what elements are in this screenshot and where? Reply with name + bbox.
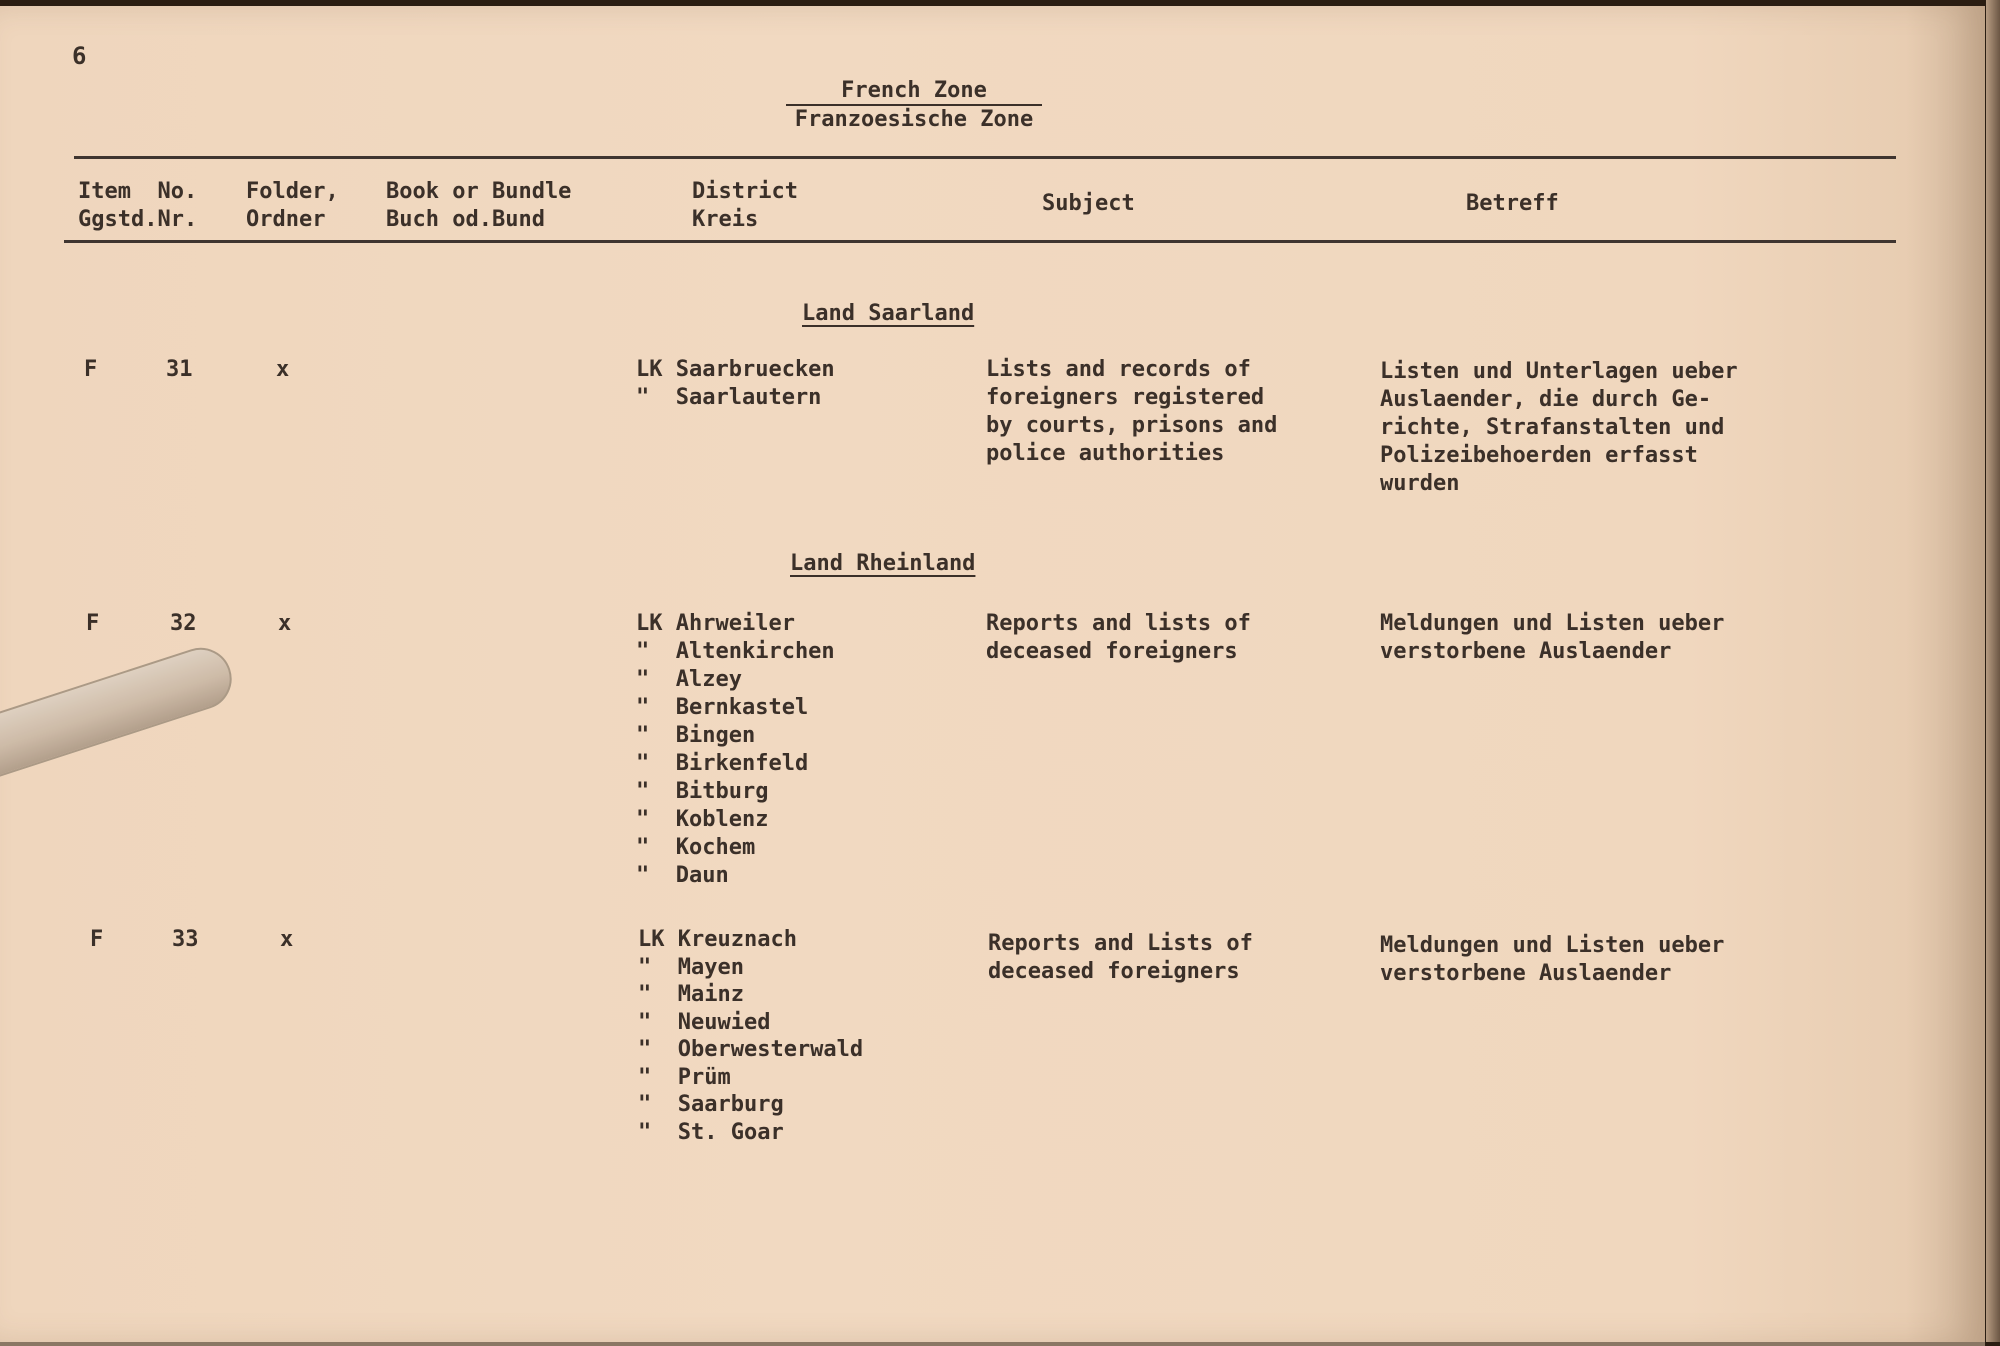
paper-clip [0, 640, 240, 787]
entry-33-districts: LK Kreuznach " Mayen " Mainz " Neuwied " Oberwesterwald " Prüm " Saarburg " St. Goar [638, 927, 864, 1145]
entry-33-folder: x [280, 927, 294, 952]
header-district: District Kreis [692, 179, 798, 232]
entry-32-item: F [86, 611, 100, 636]
entry-31-subject: Lists and records of foreigners registered by courts, prisons and police authorities [986, 357, 1278, 466]
entry-32-number: 32 [170, 611, 197, 636]
entry-31-number: 31 [166, 357, 193, 382]
entry-31-betreff: Listen und Unterlagen ueber Auslaender, die durch Ge- richte, Strafanstalten und Polizeibehoerden erfasst wurden [1380, 359, 1738, 496]
document-page [0, 6, 1985, 1346]
header-item-number: Item No. Ggstd.Nr. [78, 179, 198, 232]
entry-32-folder: x [278, 611, 292, 636]
page-number: 6 [72, 42, 87, 70]
entry-33-betreff: Meldungen und Listen ueber verstorbene Auslaender [1380, 933, 1725, 986]
section-title-saarland: Land Saarland [802, 301, 975, 326]
entry-31-folder: x [276, 357, 290, 382]
zone-title-english: French Zone [786, 78, 1042, 106]
zone-title-german: Franzoesische Zone [794, 107, 1034, 132]
entry-33-number: 33 [172, 927, 199, 952]
header-folder: Folder, Ordner [246, 179, 339, 232]
entry-31-item: F [84, 357, 98, 382]
entry-32-betreff: Meldungen und Listen ueber verstorbene Auslaender [1380, 611, 1725, 664]
entry-31-districts: LK Saarbruecken " Saarlautern [636, 357, 835, 410]
binding-spine [1986, 0, 2000, 1342]
header-betreff: Betreff [1466, 191, 1559, 216]
header-subject: Subject [1042, 191, 1135, 216]
entry-32-subject: Reports and lists of deceased foreigners [986, 611, 1251, 664]
header-book-bundle: Book or Bundle Buch od.Bund [386, 179, 572, 232]
header-bottom-rule [64, 240, 1896, 243]
entry-33-subject: Reports and Lists of deceased foreigners [988, 931, 1253, 984]
header-top-rule [74, 156, 1896, 159]
entry-33-item: F [90, 927, 104, 952]
section-title-rheinland: Land Rheinland [790, 551, 976, 576]
entry-32-districts: LK Ahrweiler " Altenkirchen " Alzey " Bernkastel " Bingen " Birkenfeld " Bitburg " Koblenz " Kochem " Daun [636, 611, 835, 888]
